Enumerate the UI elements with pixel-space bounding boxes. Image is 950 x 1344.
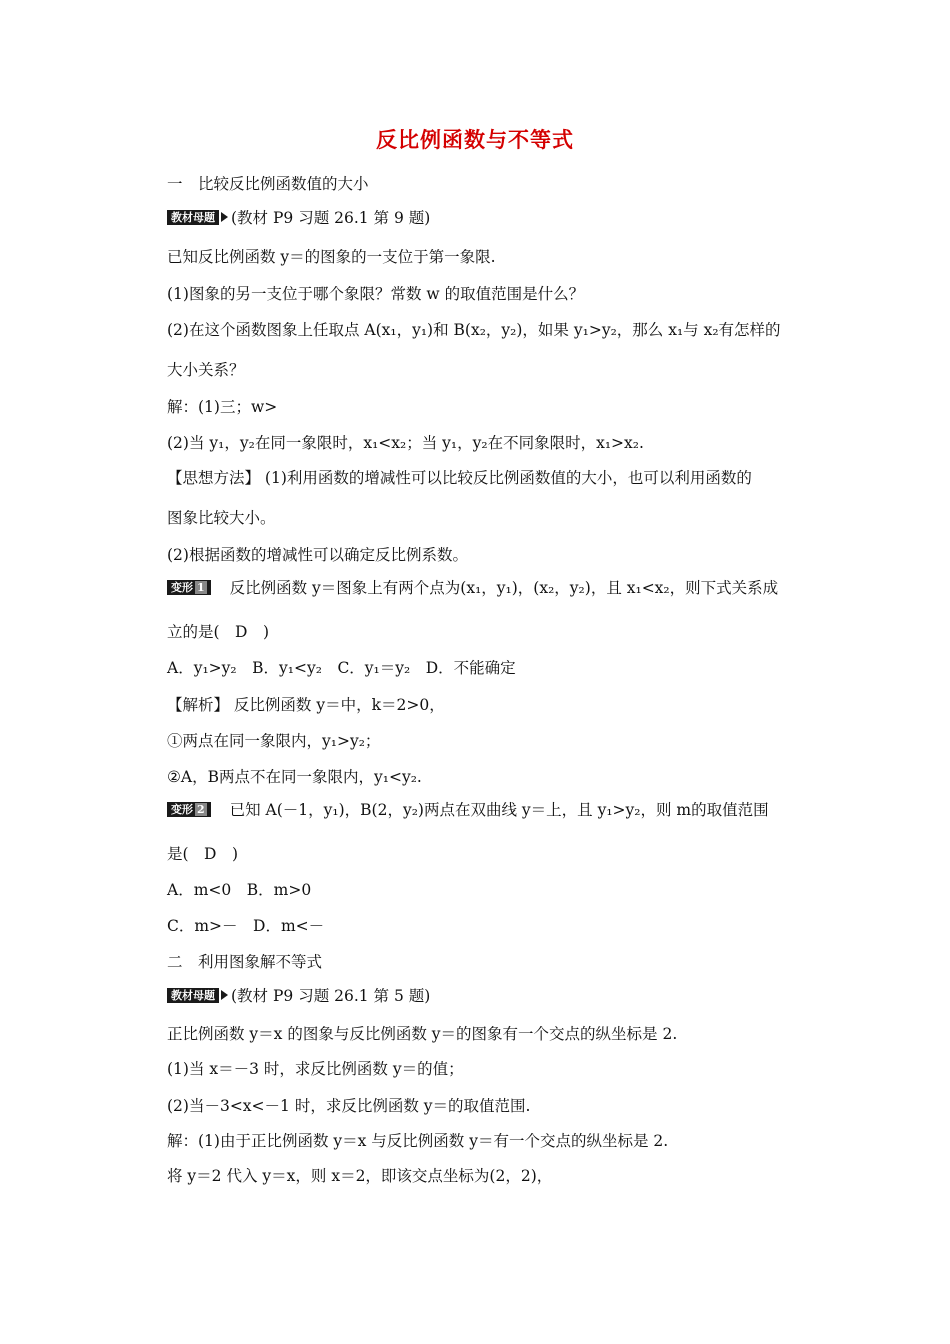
variant-1-analysis: 【解析】 反比例函数 y＝中，k＝2>0， <box>167 696 445 714</box>
variant-1-question <box>167 578 817 598</box>
answer-2-1: 解：(1)由于正比例函数 y＝x 与反比例函数 y＝有一个交点的纵坐标是 2. <box>167 1132 669 1150</box>
variant-2-question-cont: 是( D ) <box>167 845 239 863</box>
question-2-cont: 大小关系？ <box>167 361 245 379</box>
section-2-heading: 二 利用图象解不等式 <box>167 953 323 971</box>
question-2-2: (2)当－3<x<－1 时，求反比例函数 y＝的取值范围. <box>167 1097 531 1115</box>
answer-2: (2)当 y₁，y₂在同一象限时，x₁<x₂；当 y₁，y₂在不同象限时，x₁>x₂. <box>167 434 644 452</box>
textbook-tag: 教材母题 <box>167 988 219 1003</box>
variant-2-text: 已知 A(－1，y₁)，B(2，y₂)两点在双曲线 y＝上，且 y₁>y₂，则 m的取值范围 <box>229 801 769 819</box>
answer-2-2: 将 y＝2 代入 y＝x，则 x＝2，即该交点坐标为(2，2)， <box>167 1167 553 1185</box>
problem-statement-2: 正比例函数 y＝x 的图象与反比例函数 y＝的图象有一个交点的纵坐标是 2. <box>167 1025 678 1043</box>
play-arrow-icon <box>221 990 228 1000</box>
variant-1-text: 反比例函数 y＝图象上有两个点为(x₁，y₁)，(x₂，y₂)，且 x₁<x₂，则下式关系成 <box>229 579 779 597</box>
method-note: 【思想方法】 (1)利用函数的增减性可以比较反比例函数值的大小，也可以利用函数的 <box>167 469 752 487</box>
variant-2-question <box>167 800 817 820</box>
variant-1-question-cont: 立的是( D ) <box>167 623 270 641</box>
variant-1-options: A．y₁>y₂ B．y₁<y₂ C．y₁＝y₂ D．不能确定 <box>167 659 516 677</box>
variant-1-case-1: ①两点在同一象限内，y₁>y₂； <box>167 732 381 750</box>
question-2-1: (1)当 x＝－3 时，求反比例函数 y＝的值； <box>167 1060 464 1078</box>
question-2: (2)在这个函数图象上任取点 A(x₁，y₁)和 B(x₂，y₂)，如果 y₁>y₂，那么 x₁与 x₂有怎样的 <box>167 321 781 339</box>
variant-2-badge: 变形 2 <box>167 802 211 817</box>
page-title: 反比例函数与不等式 <box>376 127 574 152</box>
method-note-cont: 图象比较大小。 <box>167 509 276 527</box>
answer-1: 解：(1)三；w> <box>167 398 278 416</box>
play-arrow-icon <box>221 212 228 222</box>
source-ref: (教材 P9 习题 26.1 第 5 题) <box>231 987 431 1005</box>
section-1-heading: 一 比较反比例函数值的大小 <box>167 175 369 193</box>
variant-1-case-2: ②A，B两点不在同一象限内，y₁<y₂. <box>167 768 422 786</box>
textbook-source-line <box>167 208 817 228</box>
method-note-2: (2)根据函数的增减性可以确定反比例系数。 <box>167 546 468 564</box>
textbook-tag: 教材母题 <box>167 210 219 225</box>
variant-2-options-2: C．m>－ D．m<－ <box>167 917 325 935</box>
variant-1-badge: 变形 1 <box>167 580 211 595</box>
textbook-source-line-2 <box>167 986 817 1006</box>
problem-statement: 已知反比例函数 y＝的图象的一支位于第一象限. <box>167 248 496 266</box>
variant-2-options-1: A．m<0 B．m>0 <box>167 881 312 899</box>
question-1: (1)图象的另一支位于哪个象限？常数 w 的取值范围是什么？ <box>167 285 585 303</box>
source-ref: (教材 P9 习题 26.1 第 9 题) <box>231 209 431 227</box>
